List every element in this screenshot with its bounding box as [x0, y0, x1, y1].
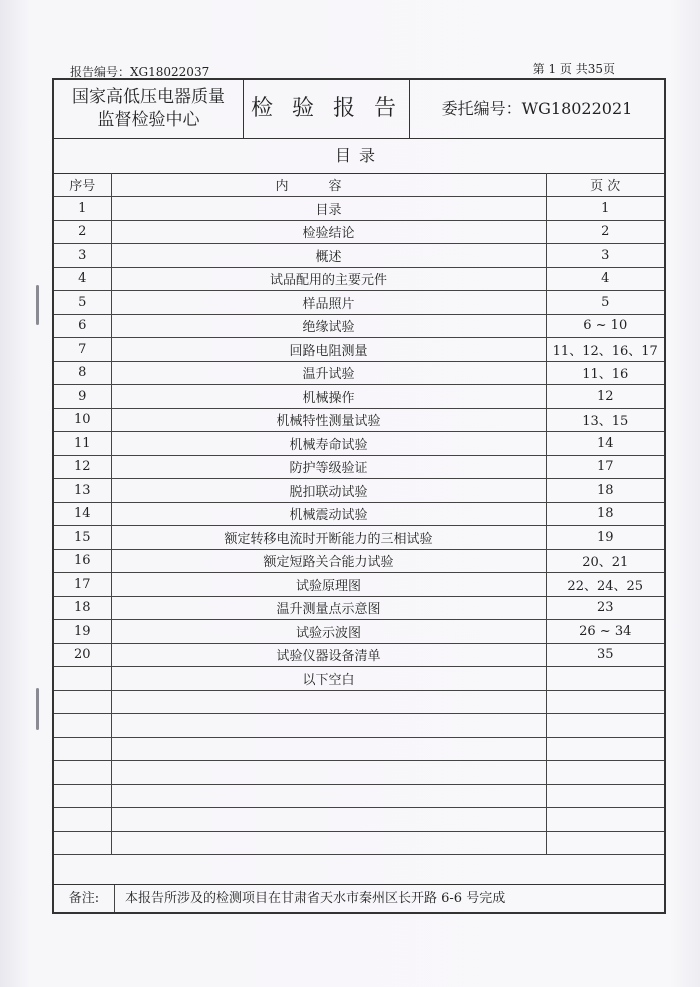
row-number: 1: [54, 197, 111, 221]
report-frame: [52, 78, 666, 914]
org-name: [54, 80, 244, 138]
row-pages: 3: [546, 244, 664, 268]
remarks-text: 本报告所涉及的检测项目在甘肃省天水市秦州区长开路 6-6 号完成: [125, 891, 506, 906]
row-content: 概述: [111, 244, 546, 268]
table-row: [54, 573, 664, 597]
row-number: 16: [54, 549, 111, 573]
row-pages: 26 ~ 34: [546, 620, 664, 644]
row-pages: 22、24、25: [546, 573, 664, 597]
row-content: [111, 808, 546, 832]
row-number: 10: [54, 408, 111, 432]
row-pages: 2: [546, 220, 664, 244]
row-pages: [546, 667, 664, 691]
row-pages: [546, 761, 664, 785]
row-content: 样品照片: [111, 291, 546, 315]
table-row: [54, 690, 664, 714]
table-row: [54, 291, 664, 315]
row-number: 9: [54, 385, 111, 409]
table-row: [54, 479, 664, 503]
row-pages: 13、15: [546, 408, 664, 432]
row-content: 机械震动试验: [111, 502, 546, 526]
table-row: [54, 502, 664, 526]
row-pages: 11、16: [546, 361, 664, 385]
row-content: 温升测量点示意图: [111, 596, 546, 620]
row-pages: 20、21: [546, 549, 664, 573]
table-row: [54, 596, 664, 620]
row-pages: 18: [546, 502, 664, 526]
row-pages: 35: [546, 643, 664, 667]
table-header-row: [54, 173, 664, 197]
table-row: [54, 714, 664, 738]
org-line-1: 国家高低压电器质量: [72, 87, 225, 107]
row-number: 8: [54, 361, 111, 385]
row-pages: 5: [546, 291, 664, 315]
entrust-number: 委托编号：WG18022021: [441, 99, 633, 118]
row-pages: 11、12、16、17: [546, 338, 664, 362]
page-indicator: 第 1 页 共35页: [532, 62, 615, 76]
toc-table: [54, 173, 664, 855]
table-row: [54, 244, 664, 268]
report-header: [54, 80, 664, 139]
row-number: [54, 714, 111, 738]
row-content: 机械特性测量试验: [111, 408, 546, 432]
table-row: [54, 549, 664, 573]
row-content: 温升试验: [111, 361, 546, 385]
row-content: 绝缘试验: [111, 314, 546, 338]
row-number: [54, 667, 111, 691]
row-content: 试验原理图: [111, 573, 546, 597]
row-number: 17: [54, 573, 111, 597]
binder-mark: [36, 285, 39, 325]
table-row: [54, 267, 664, 291]
column-header-no: 序号: [54, 173, 111, 197]
report-number: 报告编号：XG18022037: [70, 65, 210, 79]
row-content: [111, 714, 546, 738]
row-pages: 17: [546, 455, 664, 479]
row-number: 4: [54, 267, 111, 291]
row-pages: [546, 784, 664, 808]
table-row: [54, 737, 664, 761]
row-number: 14: [54, 502, 111, 526]
row-pages: 4: [546, 267, 664, 291]
table-row: [54, 761, 664, 785]
row-number: [54, 690, 111, 714]
row-number: 13: [54, 479, 111, 503]
row-pages: [546, 714, 664, 738]
table-row: [54, 808, 664, 832]
row-number: [54, 784, 111, 808]
row-number: [54, 831, 111, 855]
row-content: 回路电阻测量: [111, 338, 546, 362]
column-header-pages: 页 次: [546, 173, 664, 197]
toc-title: 目录: [54, 138, 664, 174]
row-content: 额定短路关合能力试验: [111, 549, 546, 573]
row-pages: 14: [546, 432, 664, 456]
row-content: 机械操作: [111, 385, 546, 409]
row-pages: 1: [546, 197, 664, 221]
row-content: [111, 761, 546, 785]
row-pages: 19: [546, 526, 664, 550]
row-content: 防护等级验证: [111, 455, 546, 479]
row-content: 以下空白: [111, 667, 546, 691]
row-number: 20: [54, 643, 111, 667]
row-content: 额定转移电流时开断能力的三相试验: [111, 526, 546, 550]
table-row: [54, 408, 664, 432]
table-row: [54, 197, 664, 221]
report-title: 检 验 报 告: [244, 80, 410, 138]
table-row: [54, 643, 664, 667]
row-content: [111, 737, 546, 761]
row-number: 2: [54, 220, 111, 244]
row-number: 15: [54, 526, 111, 550]
table-row: [54, 432, 664, 456]
remarks-label: 备注:: [54, 885, 115, 912]
row-number: 5: [54, 291, 111, 315]
table-row: [54, 361, 664, 385]
row-content: 目录: [111, 197, 546, 221]
row-number: [54, 737, 111, 761]
row-pages: [546, 831, 664, 855]
table-row: [54, 784, 664, 808]
row-content: 机械寿命试验: [111, 432, 546, 456]
row-content: [111, 690, 546, 714]
table-row: [54, 831, 664, 855]
row-number: 18: [54, 596, 111, 620]
row-number: 19: [54, 620, 111, 644]
row-number: [54, 808, 111, 832]
row-number: 6: [54, 314, 111, 338]
row-number: [54, 761, 111, 785]
row-pages: 6 ~ 10: [546, 314, 664, 338]
table-row: [54, 314, 664, 338]
table-row: [54, 620, 664, 644]
remarks-row: [54, 884, 664, 912]
row-pages: 18: [546, 479, 664, 503]
row-number: 12: [54, 455, 111, 479]
row-content: 试品配用的主要元件: [111, 267, 546, 291]
table-row: [54, 220, 664, 244]
table-row: [54, 455, 664, 479]
table-row: [54, 385, 664, 409]
binder-mark: [36, 688, 39, 730]
row-pages: 12: [546, 385, 664, 409]
row-number: 7: [54, 338, 111, 362]
column-header-content: 内容: [111, 173, 546, 197]
row-content: [111, 831, 546, 855]
row-pages: [546, 690, 664, 714]
row-content: [111, 784, 546, 808]
row-number: 11: [54, 432, 111, 456]
table-row: [54, 667, 664, 691]
row-pages: [546, 808, 664, 832]
row-content: 试验仪器设备清单: [111, 643, 546, 667]
row-content: 检验结论: [111, 220, 546, 244]
row-content: 脱扣联动试验: [111, 479, 546, 503]
table-row: [54, 338, 664, 362]
row-pages: [546, 737, 664, 761]
row-pages: 23: [546, 596, 664, 620]
org-line-2: 监督检验中心: [97, 110, 200, 130]
table-row: [54, 526, 664, 550]
row-number: 3: [54, 244, 111, 268]
row-content: 试验示波图: [111, 620, 546, 644]
